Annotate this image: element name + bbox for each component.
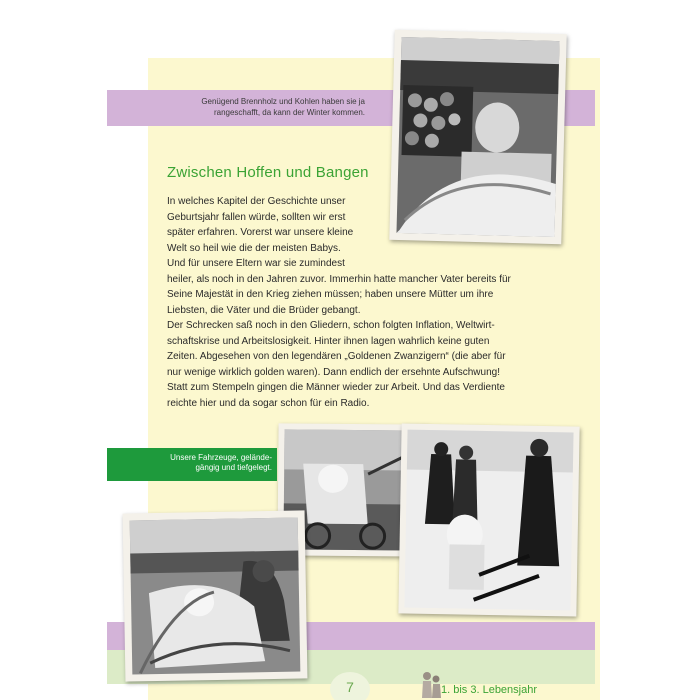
body-line: In welches Kapitel der Geschichte unser [167,196,346,207]
body-line: Geburtsjahr fallen würde, sollten wir erst [167,211,346,223]
body-line: Welt so heil wie die der meisten Babys. [167,242,341,254]
section-footer-label: 1. bis 3. Lebensjahr [441,684,538,696]
children-figure-icon [420,670,442,700]
photo-baby-pram-mother [123,510,308,681]
photo-winter-sled [398,423,579,616]
body-line: Zeiten. Abgesehen von den legendären „Goldenen Zwanzigern“ (die aber für [167,351,506,362]
body-line: schaftskrise und Arbeitslosigkeit. Hinter ihnen lagen wahrlich keine guten [167,335,490,347]
body-line: heiler, als noch in den Jahren zuvor. Immerhin hatte mancher Vater bereits für [167,273,511,285]
caption-line: gängig und tiefgelegt. [195,463,272,472]
body-line: später erfahren. Vorerst war unsere kleine [167,227,354,238]
body-line: Seine Majestät in den Krieg ziehen müssen; haben unsere Mütter um ihre [167,289,494,300]
body-line: nur wenige wirklich golden waren). Dann endlich der ersehnte Aufschwung! [167,366,500,378]
body-line: Und für unsere Eltern war sie zumindest [167,258,345,269]
photo-baby-firewood [389,30,566,244]
caption-line: Unsere Fahrzeuge, gelände- [170,453,272,462]
photo-caption-firewood: Genügend Brennholz und Kohlen haben sie ja rangeschafft, da kann der Winter kommen. [201,97,365,117]
body-line: reichte hier und da sogar schon für ein Radio. [167,397,370,409]
body-line: Der Schrecken saß noch in den Gliedern, schon folgten Inflation, Weltwirt- [167,320,495,331]
page-number: 7 [330,672,370,700]
photo-caption-vehicles [112,453,272,473]
body-line: Statt zum Stempeln gingen die Männer wieder zur Arbeit. Und das Verdiente [167,382,505,393]
body-line: Liebsten, die Väter und die Brüder gebangt. [167,304,361,316]
section-heading: Zwischen Hoffen und Bangen [167,164,369,181]
